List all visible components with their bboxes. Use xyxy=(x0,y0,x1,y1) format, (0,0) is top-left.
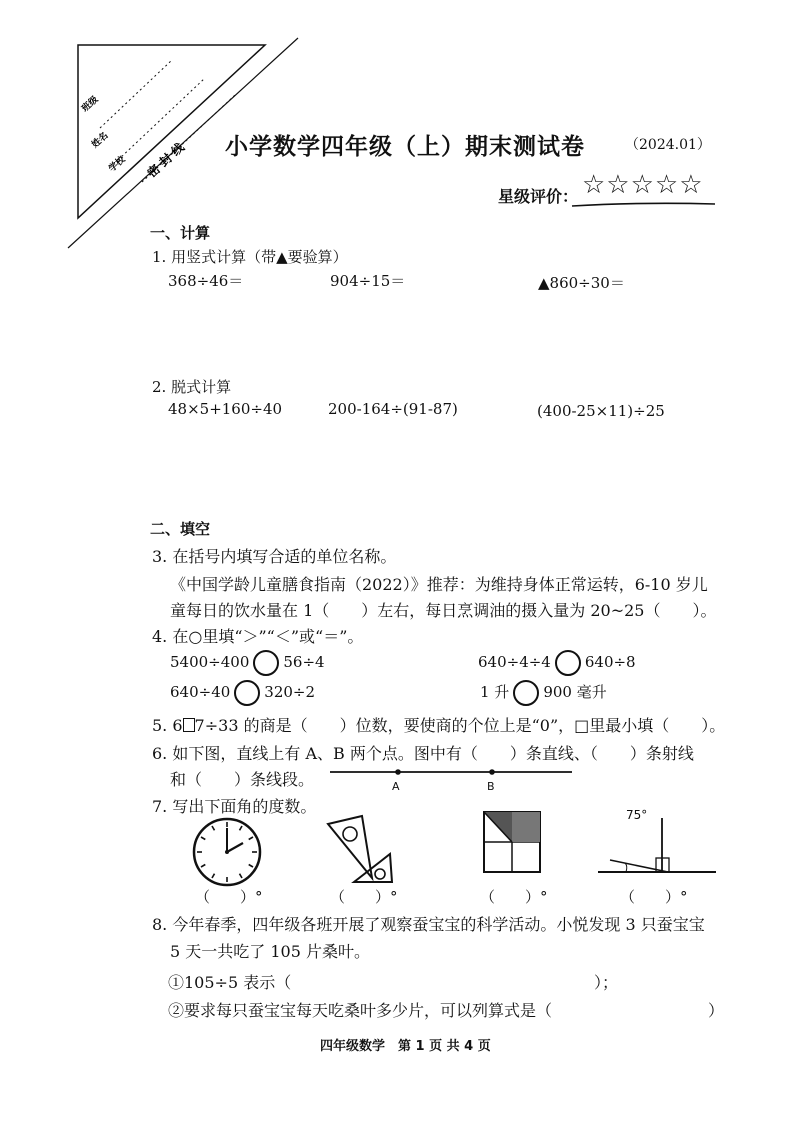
q5-number: 5. xyxy=(152,716,168,735)
q5-text xyxy=(152,713,725,736)
compare-circle[interactable] xyxy=(234,680,260,706)
q6-line-diagram xyxy=(330,764,575,796)
q7-blank-3[interactable]: （ ）° xyxy=(480,888,548,906)
q4-c2-right: 640÷8 xyxy=(584,653,636,671)
q4-c1-right: 56÷4 xyxy=(283,653,325,671)
q4-c1-left: 5400÷400 xyxy=(170,653,250,671)
clock-figure xyxy=(190,815,265,890)
square-grid-figure xyxy=(482,810,544,876)
point-b-label: B xyxy=(487,780,495,793)
q1-label: 1. 用竖式计算（带▲要验算） xyxy=(152,248,348,266)
q7-blank-1[interactable]: （ ）° xyxy=(195,888,263,906)
q7-blank-4[interactable]: （ ）° xyxy=(620,888,688,906)
q3-line-1: 《中国学龄儿童膳食指南（2022）》推荐：为维持身体正常运转，6-10 岁儿 xyxy=(170,575,708,594)
q8-line-1: 8. 今年春季，四年级各班开展了观察蚕宝宝的科学活动。小悦发现 3 只蚕宝宝 xyxy=(152,915,705,934)
q4-label: 4. 在○里填“＞”“＜”或“＝”。 xyxy=(152,627,364,646)
q2-item-2: 200-164÷(91-87) xyxy=(328,400,458,418)
compare-circle[interactable] xyxy=(253,650,279,676)
q1-item-3: ▲860÷30＝ xyxy=(538,274,625,292)
rating-underline xyxy=(570,198,720,210)
point-a-label: A xyxy=(392,780,400,793)
q3-line-2: 童每日的饮水量在 1（ ）左右，每日烹调油的摄入量为 20~25（ ）。 xyxy=(170,601,717,620)
seal-line-label: 密 封 线 xyxy=(144,140,187,181)
page-footer: 四年级数学 第 1 页 共 4 页 xyxy=(320,1039,491,1054)
q2-item-3: (400-25×11)÷25 xyxy=(537,402,665,420)
q4-compare-4 xyxy=(480,680,607,706)
rating-label: 星级评价： xyxy=(498,187,579,206)
q4-c3-right: 320÷2 xyxy=(264,683,316,701)
q3-label: 3. 在括号内填写合适的单位名称。 xyxy=(152,547,397,566)
exam-date: （2024.01） xyxy=(625,137,711,153)
page-title: 小学数学四年级（上）期末测试卷 xyxy=(225,134,585,160)
blank-box-icon xyxy=(183,718,195,732)
q4-compare-2 xyxy=(478,650,636,676)
compare-circle[interactable] xyxy=(513,680,539,706)
q7-label: 7. 写出下面角的度数。 xyxy=(152,797,317,816)
triangle-ruler-figure xyxy=(320,812,395,884)
q4-c4-left: 1 升 xyxy=(480,683,510,701)
q4-compare-3 xyxy=(170,680,315,706)
q2-item-1: 48×5+160÷40 xyxy=(168,400,283,418)
seal-school-label: 学校 xyxy=(107,154,128,175)
section-title-calc: 一、计算 xyxy=(150,224,211,242)
q8-sub-2-end: ） xyxy=(708,1001,725,1020)
q1-item-2: 904÷15＝ xyxy=(330,272,406,290)
q8-sub-1-end: ）； xyxy=(594,973,619,992)
q5-post: 7÷33 的商是（ ）位数，要使商的个位上是“0”，□里最小填（ ）。 xyxy=(194,716,726,735)
q6-line-2: 和（ ）条线段。 xyxy=(170,770,315,789)
q8-sub-2: ②要求每只蚕宝宝每天吃桑叶多少片，可以列算式是（ xyxy=(168,1001,553,1020)
q4-compare-1 xyxy=(170,650,325,676)
star-rating: ☆☆☆☆☆ xyxy=(582,170,704,200)
q6-line-1: 6. 如下图，直线上有 A、B 两个点。图中有（ ）条直线、（ ）条射线 xyxy=(152,744,694,763)
compare-circle[interactable] xyxy=(555,650,581,676)
q4-c3-left: 640÷40 xyxy=(170,683,231,701)
angle-75-label: 75° xyxy=(626,808,648,822)
q5-pre: 6 xyxy=(172,716,183,735)
q4-c2-left: 640÷4÷4 xyxy=(478,653,551,671)
q7-blank-2[interactable]: （ ）° xyxy=(330,888,398,906)
q8-sub-1: ①105÷5 表示（ xyxy=(168,973,292,992)
section-title-fill: 二、填空 xyxy=(150,520,211,538)
seal-name-label: 姓名 xyxy=(90,130,111,151)
q8-line-2: 5 天一共吃了 105 片桑叶。 xyxy=(170,942,370,961)
angle-figure xyxy=(598,810,718,876)
seal-class-label: 班级 xyxy=(80,94,101,115)
q4-c4-right: 900 毫升 xyxy=(543,683,607,701)
q2-label: 2. 脱式计算 xyxy=(152,378,232,396)
q1-item-1: 368÷46＝ xyxy=(168,272,244,290)
